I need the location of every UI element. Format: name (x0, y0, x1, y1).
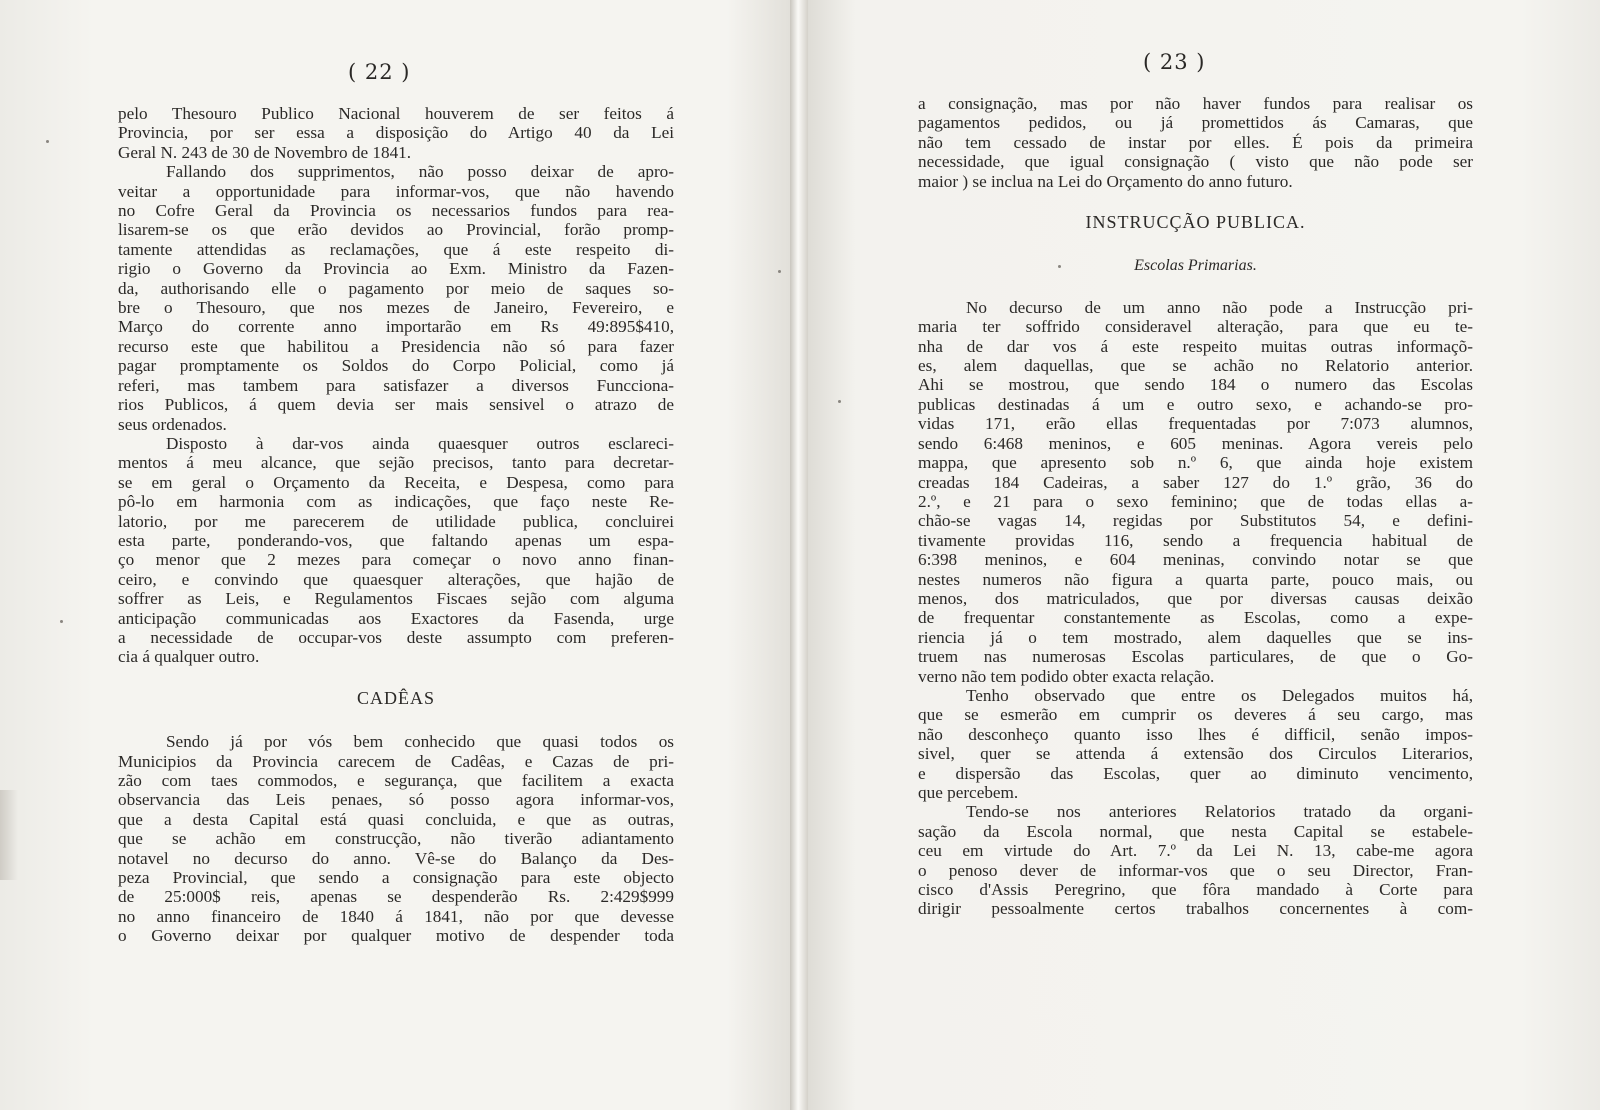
paragraph (118, 104, 674, 162)
text-line: creadas 184 Cadeiras, a saber 127 do 1.º grão, 36 do (918, 472, 1473, 492)
text-line: necessidade, que igual consignação ( visto que não pode ser (918, 152, 1473, 172)
text-line: recurso este que habilitou a Presidencia não só para fazer (118, 336, 674, 356)
text-line: 6:398 meninos, e 604 meninas, convindo notar se que (918, 550, 1473, 570)
text-line: pô-lo em harmonia com as indicações, que faço neste Re- (118, 492, 674, 512)
text-line: Sendo já por vós bem conhecido que quasi todos os (166, 732, 674, 752)
text-line: vidas 171, erão ellas frequentadas por 7:073 alumnos, (918, 414, 1473, 434)
text-line: peza Provincial, que sendo a consignação para este objecto (118, 868, 674, 888)
text-line: Ahi se mostrou, que sendo 184 o numero das Escolas (918, 375, 1473, 395)
text-line: notavel no decurso do anno. Vê-se do Balanço da Des- (118, 848, 674, 868)
text-line: bre o Thesouro, que nos mezes de Janeiro, Fevereiro, e (118, 298, 674, 318)
text-line: nha de dar vos á este respeito muitas outras informaçõ- (918, 336, 1473, 356)
text-line: Provincia, por ser essa a disposição do Artigo 40 da Lei (118, 123, 674, 143)
text-line: a necessidade de occupar-vos deste assumpto com preferen- (118, 627, 674, 647)
text-line: nestes numeros não figura a quarta parte, pouco mais, ou (918, 569, 1473, 589)
text-line: mentos á meu alcance, que sejão precisos, tanto para decretar- (118, 453, 674, 473)
text-line: e dispersão das Escolas, quer ao diminuto vencimento, (918, 763, 1473, 783)
text-line: sendo 6:468 meninos, e 605 meninas. Agora vereis pelo (918, 433, 1473, 453)
text-line: sivel, quer se attenda á extensão dos Circulos Literarios, (918, 744, 1473, 764)
text-line: veitar a opportunidade para informar-vos, que não havendo (118, 181, 674, 201)
text-line: esta parte, ponderando-vos, que faltando apenas um espa- (118, 530, 674, 550)
paragraph (118, 732, 674, 945)
page-number: ( 22 ) (348, 60, 411, 84)
text-line: no Cofre Geral da Provincia os necessarios fundos para rea- (118, 201, 674, 221)
text-line: cisco d'Assis Peregrino, que fôra mandado à Corte para (918, 880, 1473, 900)
text-line: chão-se vagas 14, regidas por Substitutos 54, e defini- (918, 511, 1473, 531)
speck (1058, 265, 1061, 268)
paragraph (918, 298, 1473, 686)
left-text-column (118, 104, 674, 946)
text-line: Tenho observado que entre os Delegados muitos há, (966, 685, 1473, 705)
text-line: Geral N. 243 de 30 de Novembro de 1841. (118, 142, 412, 162)
text-line: não desconheço quanto isso lhes é difficil, senão impos- (918, 724, 1473, 744)
right-page (808, 0, 1600, 1110)
text-line: anticipação communicadas aos Exactores da Fasenda, urge (118, 608, 674, 628)
left-page (0, 0, 790, 1110)
text-line: No decurso de um anno não pode a Instrucção pri- (966, 297, 1473, 317)
text-line: a consignação, mas por não haver fundos para realisar os (918, 94, 1473, 113)
text-line: menos, dos matriculados, que por diversas causas deixão (918, 588, 1473, 608)
text-line: seus ordenados. (118, 414, 227, 434)
paragraph (118, 162, 674, 434)
text-line: rigio o Governo da Provincia ao Exm. Ministro da Fazen- (118, 259, 674, 279)
text-line: Disposto à dar-vos ainda quaesquer outros esclareci- (166, 433, 674, 453)
text-line: pelo Thesouro Publico Nacional houverem de ser feitos á (118, 104, 674, 123)
book-gutter (790, 0, 808, 1110)
speck (60, 620, 63, 623)
page-number: ( 23 ) (1143, 50, 1206, 74)
text-line: pagar promptamente os Soldos do Corpo Policial, como já (118, 356, 674, 376)
text-line: da, authorisando elle o pagamento por meio de saques so- (118, 278, 674, 298)
paragraph (918, 94, 1473, 191)
text-line: maria ter soffrido consideravel alteração, para que eu te- (918, 317, 1473, 337)
text-line: zão com taes commodos, e segurança, que facilitem a exacta (118, 771, 674, 790)
text-line: cia á qualquer outro. (118, 647, 260, 667)
text-line: Março do corrente anno importarão em Rs 49:895$410, (118, 317, 674, 337)
text-line: rios Publicos, á quem devia ser mais sensivel o atrazo de (118, 395, 674, 415)
paragraph (918, 686, 1473, 802)
text-line: tivamente providas 116, sendo a frequencia habitual de (918, 530, 1473, 550)
text-line: Tendo-se nos anteriores Relatorios tratado da organi- (966, 802, 1473, 822)
text-line: Municipios da Provincia carecem de Cadêas, e Cazas de pri- (118, 751, 674, 771)
text-line: de frequentar constantemente as Escolas, como a expe- (918, 608, 1473, 628)
page-edge-smudge (0, 790, 18, 880)
paragraph (918, 802, 1473, 918)
section-subheading: Escolas Primarias. (1134, 257, 1257, 275)
text-line: pagamentos pedidos, ou já promettidos ás Camaras, que (918, 113, 1473, 133)
text-line: que se esmerão em cumprir os deveres á seu cargo, mas (918, 705, 1473, 725)
text-line: dirigir pessoalmente certos trabalhos concernentes à com- (918, 899, 1473, 919)
text-line: se em geral o Orçamento da Receita, e Despesa, como para (118, 472, 674, 492)
text-line: riencia já o tem mostrado, alem daquelles que se ins- (918, 627, 1473, 647)
section-heading: INSTRUCÇÃO PUBLICA. (1085, 212, 1306, 233)
text-line: que percebem. (918, 783, 1019, 802)
text-line: ço menor que 2 mezes para começar o novo anno finan- (118, 550, 674, 570)
speck (778, 270, 781, 273)
text-line: es, alem daquellas, que se achão no Relatorio anterior. (918, 356, 1473, 376)
text-line: sação da Escola normal, que nesta Capital se estabele- (918, 821, 1473, 841)
text-line: o Governo deixar por qualquer motivo de despender toda (118, 926, 674, 946)
section-heading: CADÊAS (356, 687, 435, 708)
text-line: soffrer as Leis, e Regulamentos Fiscaes sejão com alguma (118, 589, 674, 609)
text-line: no anno financeiro de 1840 á 1841, não por que devesse (118, 906, 674, 926)
text-line: não tem cessado de instar por elles. É pois da primeira (918, 132, 1473, 152)
text-line: que a desta Capital está quasi concluida, e que as outras, (118, 809, 674, 829)
text-line: que se achão em construcção, não tiverão adiantamento (118, 829, 674, 849)
text-line: Fallando dos supprimentos, não posso deixar de apro- (166, 162, 674, 182)
text-line: observancia das Leis penaes, só posso agora informar-vos, (118, 790, 674, 810)
speck (46, 140, 49, 143)
right-text-column (918, 94, 1473, 919)
text-line: de 25:000$ reis, apenas se despenderão Rs. 2:429$999 (118, 887, 674, 907)
paragraph (118, 434, 674, 667)
text-line: maior ) se inclua na Lei do Orçamento do anno futuro. (918, 171, 1293, 191)
text-line: verno não tem podido obter exacta relação. (918, 666, 1215, 686)
text-line: mappa, que apresento sob n.º 6, que ainda hoje existem (918, 453, 1473, 473)
text-line: o penoso dever de informar-vos que o seu Director, Fran- (918, 860, 1473, 880)
text-line: 2.º, e 21 para o sexo feminino; que de todas ellas a- (918, 491, 1473, 511)
text-line: ceiro, e convindo que quaesquer alterações, que hajão de (118, 569, 674, 589)
speck (838, 400, 841, 403)
text-line: latorio, por me parecerem de utilidade publica, concluirei (118, 511, 674, 531)
text-line: tamente attendidas as reclamações, que á este respeito di- (118, 239, 674, 259)
text-line: publicas destinadas á um e outro sexo, e achando-se pro- (918, 394, 1473, 414)
text-line: ceu em virtude do Art. 7.º da Lei N. 13, cabe-me agora (918, 841, 1473, 861)
text-line: lisarem-se os que erão devidos ao Provincial, forão promp- (118, 220, 674, 240)
text-line: referi, mas tambem para satisfazer a diversos Funcciona- (118, 375, 674, 395)
text-line: truem nas numerosas Escolas particulares, de que o Go- (918, 647, 1473, 667)
